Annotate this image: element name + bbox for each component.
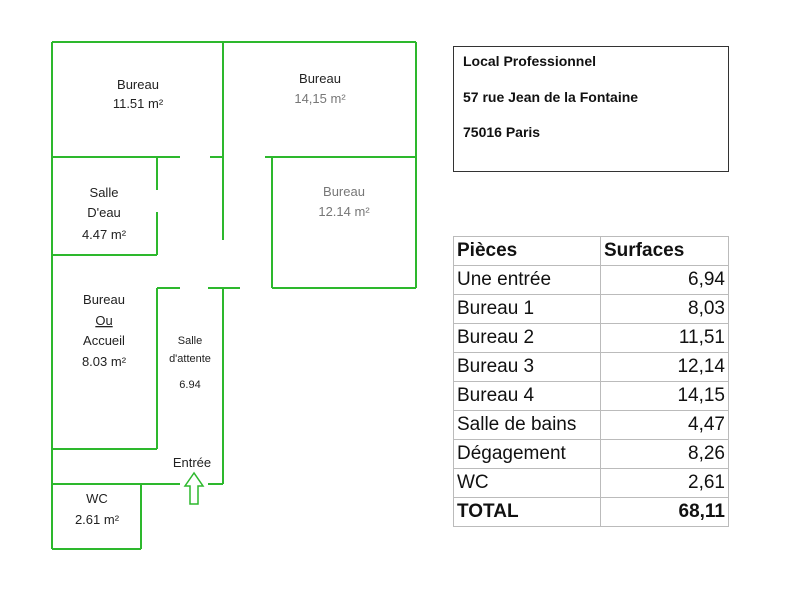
room-area: 11.51 m² (112, 96, 164, 111)
room-label: Ou (95, 313, 113, 328)
address-street: 57 rue Jean de la Fontaine (463, 89, 639, 105)
room-label: WC (86, 491, 108, 506)
table-row (454, 353, 729, 382)
address-city: 75016 Paris (463, 124, 541, 140)
row-name: WC (454, 469, 601, 498)
room-label: Entrée (172, 455, 212, 470)
table-total-row (454, 498, 729, 527)
room-label: D'eau (87, 205, 121, 220)
row-value: 12,14 (601, 353, 729, 382)
row-value: 8,26 (601, 440, 729, 469)
room-entree (173, 455, 211, 470)
row-value: 8,03 (601, 295, 729, 324)
room-label: d'attente (169, 353, 211, 365)
room-bureau-accueil (82, 292, 127, 369)
row-name: Une entrée (454, 266, 601, 295)
table-row (454, 469, 729, 498)
room-label: Bureau (323, 184, 365, 199)
row-name: Salle de bains (454, 411, 601, 440)
row-value: 4,47 (601, 411, 729, 440)
room-label: Salle (177, 335, 203, 347)
room-label: Bureau (83, 292, 125, 307)
room-area: 12.14 m² (318, 204, 370, 219)
room-label: Salle (89, 185, 119, 200)
room-label: Bureau (299, 71, 341, 86)
surfaces-table (453, 236, 729, 527)
table-row (454, 266, 729, 295)
row-value: 2,61 (601, 469, 729, 498)
header-pieces: Pièces (454, 237, 601, 266)
table-row (454, 324, 729, 353)
row-name: Bureau 4 (454, 382, 601, 411)
row-name: Bureau 3 (454, 353, 601, 382)
address-box (453, 46, 729, 172)
room-label: Bureau (117, 77, 159, 92)
total-label: TOTAL (454, 498, 601, 527)
room-wc (75, 491, 120, 527)
room-salle-attente (169, 335, 211, 391)
address-title: Local Professionnel (463, 53, 597, 69)
room-salle-deau (82, 185, 127, 242)
room-label: Accueil (83, 333, 125, 348)
header-surfaces: Surfaces (601, 237, 729, 266)
room-bureau-mr (318, 184, 370, 219)
table-header-row (454, 237, 729, 266)
room-area: 6.94 (179, 379, 201, 391)
row-value: 6,94 (601, 266, 729, 295)
room-bureau-tl (113, 77, 164, 111)
table-row (454, 295, 729, 324)
room-area: 14,15 m² (294, 91, 346, 106)
table-row (454, 411, 729, 440)
table-row (454, 382, 729, 411)
row-value: 14,15 (601, 382, 729, 411)
row-name: Bureau 2 (454, 324, 601, 353)
entrance-arrow-icon (185, 473, 203, 504)
room-area: 8.03 m² (81, 354, 127, 369)
room-area: 4.47 m² (81, 227, 127, 242)
room-area: 2.61 m² (74, 512, 120, 527)
total-value: 68,11 (601, 498, 729, 527)
row-name: Bureau 1 (454, 295, 601, 324)
room-bureau-tr (294, 71, 346, 106)
row-name: Dégagement (454, 440, 601, 469)
table-row (454, 440, 729, 469)
row-value: 11,51 (601, 324, 729, 353)
